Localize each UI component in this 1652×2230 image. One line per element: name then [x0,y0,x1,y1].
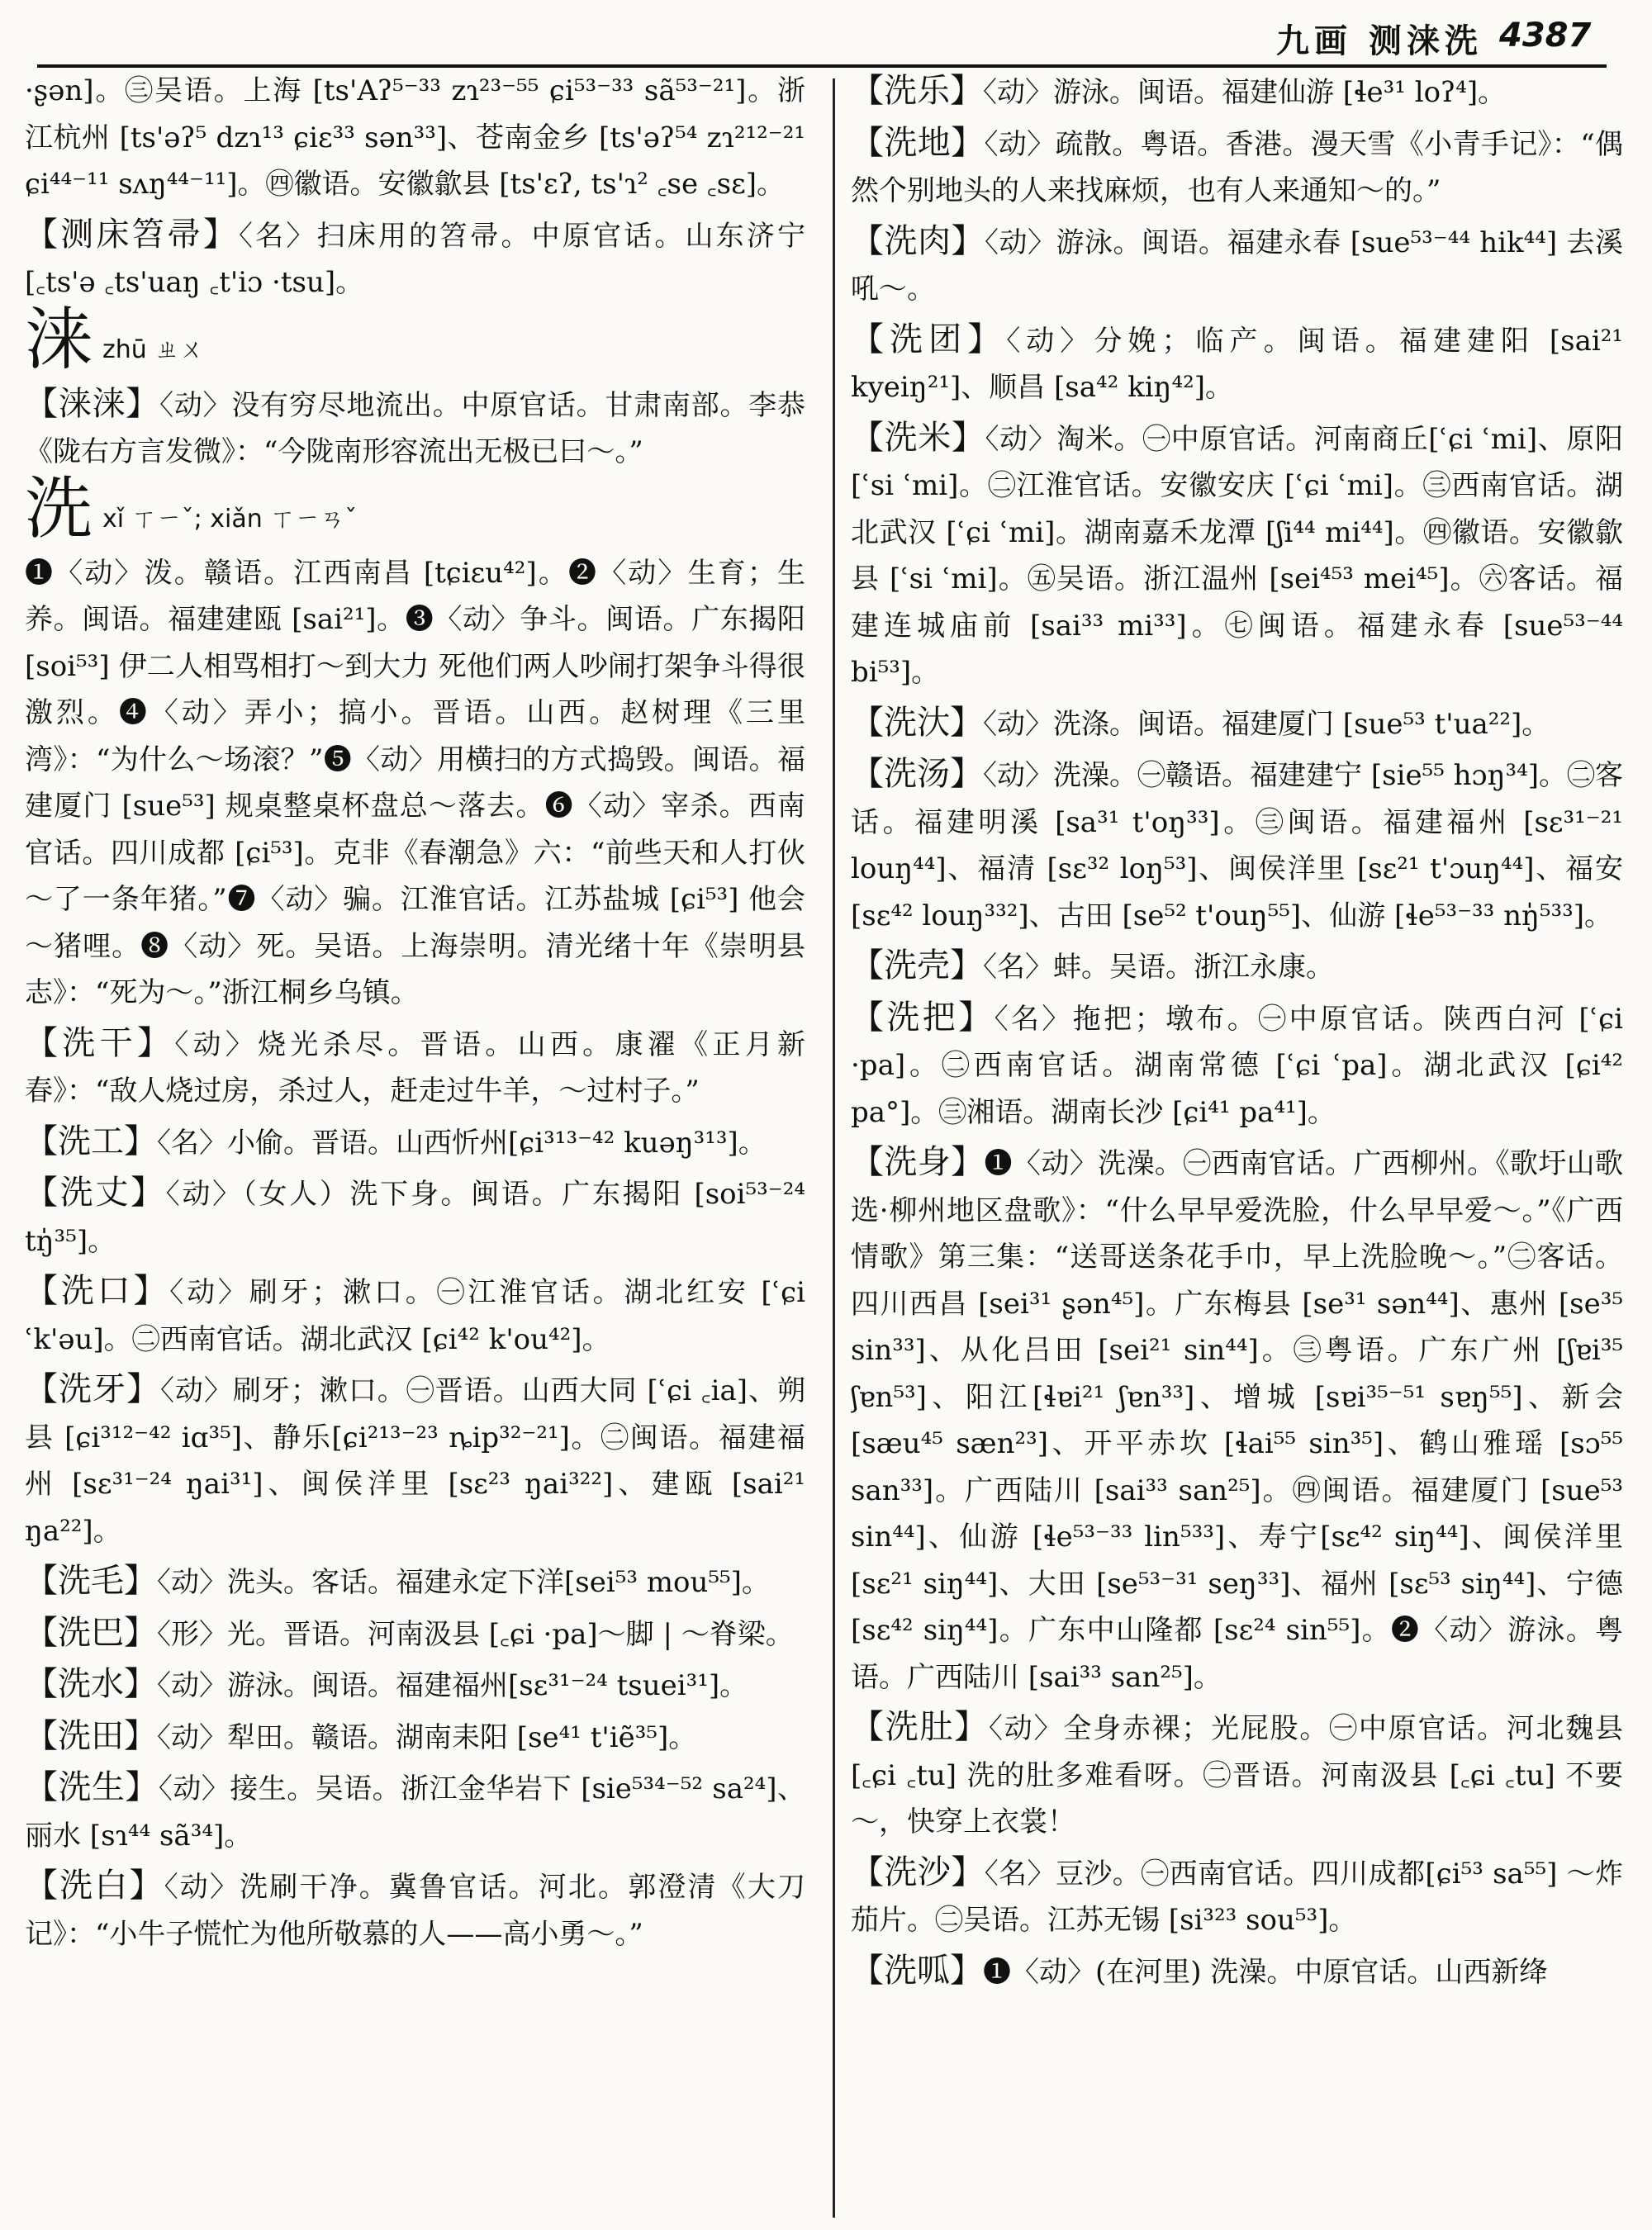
entry-headword: 【洗汤】 [851,755,984,793]
entry-headword: 【洗乐】 [851,72,983,110]
dictionary-entry [25,211,805,306]
entry-headword: 【洗田】 [25,1716,157,1755]
dictionary-entry [851,68,1623,116]
dictionary-entry [851,751,1623,939]
entry-headword: 【洗呱】 [851,1951,983,1990]
right-column [851,68,1623,2223]
entry-definition: 〈名〉扫床用的笤帚。中原官话。山东济宁[꜀ts'ə ꜀ts'uaŋ ꜀t'iɔ ·tsu]。 [25,219,805,299]
entry-headword: 【洗汏】 [851,703,983,742]
entry-headword: 【洗工】 [25,1122,157,1160]
entry-definition: ·ʂən]。㊂吴语。上海 [ts'Aʔ⁵⁻³³ zɿ²³⁻⁵⁵ ɕi⁵³⁻³³ sã⁵³⁻²¹]。浙江杭州 [ts'əʔ⁵ dzɿ¹³ ɕiɛ³³ sən³³]、苍南金乡 [ts'əʔ⁵⁴ zɿ²¹²⁻²¹ ɕi⁴⁴⁻¹¹ sʌŋ⁴⁴⁻¹¹]。㊃徽语。安徽歙县 [ts'ɛʔ, ts'ɿ² ꜀se ꜀sɛ]。 [25,74,805,201]
dictionary-entry [25,1366,805,1554]
entry-definition: 〈动〉没有穷尽地流出。中原官话。甘肃南部。李恭《陇右方言发微》：“今陇南形容流出无极已曰～。” [25,388,805,468]
dictionary-entry [25,1862,805,1957]
entry-headword: 【洗口】 [25,1272,170,1310]
entry-headword: 【洗米】 [851,418,985,457]
entry-definition: 〈动〉洗头。客话。福建永定下洋[sei⁵³ mou⁵⁵]。 [157,1566,770,1599]
dictionary-entry [851,942,1623,991]
entry-definition: 〈动〉分娩；临产。闽语。福建建阳 [sai²¹ kyeiŋ²¹]、顺昌 [sa⁴² kiŋ⁴²]。 [851,324,1623,404]
entry-definition: 〈动〉洗刷干净。冀鲁官话。河北。郭澄清《大刀记》：“小牛子慌忙为他所敬慕的人——高小勇～。” [25,1871,805,1951]
entry-definition: 〈形〉光。晋语。河南汲县 [꜀ɕi ·pa]～脚 | ～脊梁。 [157,1617,794,1651]
headword-character: 涞 [25,300,93,379]
dictionary-entry [851,316,1623,411]
dictionary-entry [25,1268,805,1363]
dictionary-entry [851,415,1623,696]
dictionary-entry [851,1139,1623,1701]
entry-headword: 【洗团】 [851,320,1007,358]
entry-headword: 【洗生】 [25,1768,159,1806]
entry-definition: 〈动〉全身赤裸；光屁股。㊀中原官话。河北魏县 [꜀ɕi ꜀tu] 洗的肚多难看呀。㊁晋语。河南汲县 [꜀ɕi ꜀tu] 不要～，快穿上衣裳！ [851,1712,1623,1839]
entry-definition: 〈动〉犁田。赣语。湖南耒阳 [se⁴¹ t'iẽ³⁵]。 [157,1720,697,1754]
headword-pinyin: zhū ㄓㄨ [102,334,205,364]
entry-definition: 〈动〉游泳。闽语。福建福州[sɛ³¹⁻²⁴ tsuei³¹]。 [157,1669,748,1702]
entry-headword: 【洗牙】 [25,1370,160,1408]
entry-headword: 【洗肚】 [851,1708,990,1746]
dictionary-entry [851,1704,1623,1846]
column-divider [833,78,835,2218]
entry-definition: 〈名〉豆沙。㊀西南官话。四川成都[ɕi⁵³ sa⁵⁵] ～炸茄片。㊁吴语。江苏无锡 [si³²³ sou⁵³]。 [851,1857,1623,1937]
dictionary-entry [25,1661,805,1710]
entry-definition: 〈动〉刷牙；漱口。㊀江淮官话。湖北红安 [ʿɕi ʿk'əu]。㊁西南官话。湖北武汉 [ɕi⁴² k'ou⁴²]。 [25,1276,805,1356]
entry-definition: 〈动〉疏散。粤语。香港。漫天雪《小青手记》：“偶然个别地头的人来找麻烦，也有人来通知～的。” [851,127,1623,207]
dictionary-entry [25,1020,805,1115]
dictionary-entry [851,700,1623,748]
entry-headword: 【洗水】 [25,1665,157,1703]
entry-headword: 【洗肉】 [851,221,985,260]
entry-headword: 【洗干】 [25,1023,175,1062]
entry-definition: 〈名〉蚌。吴语。浙江永康。 [983,951,1334,984]
left-column [25,68,805,2223]
entry-definition: 〈动〉（女人）洗下身。闽语。广东揭阳 [soi⁵³⁻²⁴ tŋ̍³⁵]。 [25,1178,805,1258]
entry-definition: 〈动〉烧光杀尽。晋语。山西。康濯《正月新春》：“敌人烧过房，杀过人，赶走过牛羊，～过村子。” [25,1027,805,1108]
entry-definition: ❶〈动〉(在河里) 洗澡。中原官话。山西新绛 [983,1955,1548,1989]
dictionary-entry [851,994,1623,1136]
dictionary-entry [25,1610,805,1658]
entry-definition: 〈动〉淘米。㊀中原官话。河南商丘[ʿɕi ʿmi]、原阳 [ʿsi ʿmi]。㊁江淮官话。安徽安庆 [ʿɕi ʿmi]。㊂西南官话。湖北武汉 [ʿɕi ʿmi]。湖南嘉禾龙潭 [ʃi⁴⁴ mi⁴⁴]。㊃徽语。安徽歙县 [ʿsi ʿmi]。㊄吴语。浙江温州 [sei⁴⁵³ mei⁴⁵]。㊅客话。福建连城庙前 [sai³³ mi³³]。㊆闽语。福建永春 [sue⁵³⁻⁴⁴ bi⁵³]。 [851,422,1623,689]
running-head-title: 九画 测涞洗 [1276,21,1483,60]
entry-definition: 〈动〉洗涤。闽语。福建厦门 [sue⁵³ t'ua²²]。 [983,707,1550,741]
headword-character-block [25,469,805,548]
entry-headword: 【涞涞】 [25,384,160,423]
entry-continuation [25,68,805,208]
entry-definition: 〈动〉刷牙；漱口。㊀晋语。山西大同 [ʿɕi ꜀ia]、朔县 [ɕi³¹²⁻⁴² iɑ³⁵]、静乐[ɕi²¹³⁻²³ ȵip³²⁻²¹]。㊁闽语。福建福州 [sɛ³¹⁻²⁴ ŋai³¹]、闽侯洋里 [sɛ²³ ŋai³²²]、建瓯 [sai²¹ ŋa²²]。 [25,1374,805,1548]
headword-character-block [25,300,805,379]
entry-definition: 〈动〉游泳。闽语。福建永春 [sue⁵³⁻⁴⁴ hik⁴⁴] 去溪吼～。 [851,225,1623,306]
dictionary-entry [25,1170,805,1264]
entry-headword: 【洗把】 [851,998,995,1037]
dictionary-entry [851,218,1623,313]
entry-definition: 〈动〉洗澡。㊀赣语。福建建宁 [sie⁵⁵ hɔŋ³⁴]。㊁客话。福建明溪 [sa³¹ t'oŋ³³]。㊂闽语。福建福州 [sɛ³¹⁻²¹ louŋ⁴⁴]、福清 [sɛ³² loŋ⁵³]、闽侯洋里 [sɛ²¹ t'ɔuŋ⁴⁴]、福安[sɛ⁴² louŋ³³²]、古田 [se⁵² t'ouŋ⁵⁵]、仙游 [ɬe⁵³⁻³³ nŋ̍⁵³³]。 [851,759,1623,932]
dictionary-entry [25,1558,805,1606]
entry-headword: 【洗地】 [851,123,985,162]
entry-headword: 【洗沙】 [851,1853,985,1891]
dictionary-entry [25,1713,805,1762]
entry-definition: ❶〈动〉洗澡。㊀西南官话。广西柳州。《歌圩山歌选·柳州地区盘歌》：“什么早早爱洗脸，什么早早爱～。”《广西情歌》第三集：“送哥送条花手巾，早上洗脸晚～。”㊁客话。四川西昌 [sei³¹ ʂən⁴⁵]。广东梅县 [se³¹ sən⁴⁴]、惠州 [se³⁵ sin³³]、从化吕田 [sei²¹ sin⁴⁴]。㊂粤语。广东广州 [ʃɐi³⁵ ʃɐn⁵³]、阳江[ɬɐi²¹ ʃɐn³³]、增城 [sɐi³⁵⁻⁵¹ sɐŋ⁵⁵]、新会[sæu⁴⁵ sæn²³]、开平赤坎 [ɬai⁵⁵ sin³⁵]、鹤山雅瑶 [sɔ⁵⁵ san³³]。广西陆川 [sai³³ san²⁵]。㊃闽语。福建厦门 [sue⁵³ sin⁴⁴]、仙游 [ɬe⁵³⁻³³ lin⁵³³]、寿宁[sɛ⁴² siŋ⁴⁴]、闽侯洋里 [sɛ²¹ siŋ⁴⁴]、大田 [se⁵³⁻³¹ seŋ³³]、福州 [sɛ⁵³ siŋ⁴⁴]、宁德 [sɛ⁴² siŋ⁴⁴]。广东中山隆都 [sɛ²⁴ sin⁵⁵]。❷〈动〉游泳。粤语。广西陆川 [sai³³ san²⁵]。 [851,1147,1623,1694]
entry-definition: 〈动〉接生。吴语。浙江金华岩下 [sie⁵³⁴⁻⁵² sa²⁴]、丽水 [sɿ⁴⁴ sã³⁴]。 [25,1772,805,1853]
entry-headword: 【洗壳】 [851,947,983,985]
page-number: 4387 [1499,17,1592,55]
entry-definition: 〈动〉游泳。闽语。福建仙游 [ɬe³¹ loʔ⁴]。 [983,76,1507,109]
entry-headword: 【洗巴】 [25,1613,157,1652]
entry-headword: 【洗毛】 [25,1562,157,1600]
dictionary-entry [851,1948,1623,1996]
headword-character: 洗 [25,469,93,548]
dictionary-entry [25,381,805,476]
entry-continuation [25,550,805,1017]
dictionary-entry [25,1118,805,1167]
entry-definition: 〈名〉小偷。晋语。山西忻州[ɕi³¹³⁻⁴² kuəŋ³¹³]。 [157,1126,767,1160]
entry-definition: 〈名〉拖把；墩布。㊀中原官话。陕西白河 [ʿɕi ·pa]。㊁西南官话。湖南常德 [ʿɕi ʿpa]。湖北武汉 [ɕi⁴² pa°]。㊂湘语。湖南长沙 [ɕi⁴¹ pa⁴¹]。 [851,1002,1623,1129]
entry-headword: 【洗丈】 [25,1174,166,1212]
entry-headword: 【洗身】 [851,1143,985,1181]
entry-headword: 【测床笤帚】 [25,215,239,254]
headword-pinyin: xǐ ㄒㄧˇ; xiǎn ㄒㄧㄢˇ [102,504,358,534]
entry-definition: ❶〈动〉泼。赣语。江西南昌 [tɕiɛu⁴²]。❷〈动〉生育；生养。闽语。福建建瓯 [sai²¹]。❸〈动〉争斗。闽语。广东揭阳 [soi⁵³] 伊二人相骂相打～到大力 死他们两人吵闹打架争斗得很激烈。❹〈动〉弄小；搞小。晋语。山西。赵树理《三里湾》：“为什么～场滚？”❺〈动〉用横扫的方式捣毁。闽语。福建厦门 [sue⁵³] 规桌整桌杯盘总～落去。❻〈动〉宰杀。西南官话。四川成都 [ɕi⁵³]。克非《春潮急》六：“前些天和人打伙～了一条年猪。”❼〈动〉骗。江淮官话。江苏盐城 [ɕi⁵³] 他会～猪哩。❽〈动〉死。吴语。上海崇明。清光绪十年《崇明县志》：“死为～。”浙江桐乡乌镇。 [25,556,805,1009]
dictionary-entry [25,1764,805,1859]
dictionary-entry [851,120,1623,215]
entry-headword: 【洗白】 [25,1867,164,1905]
dictionary-entry [851,1849,1623,1944]
